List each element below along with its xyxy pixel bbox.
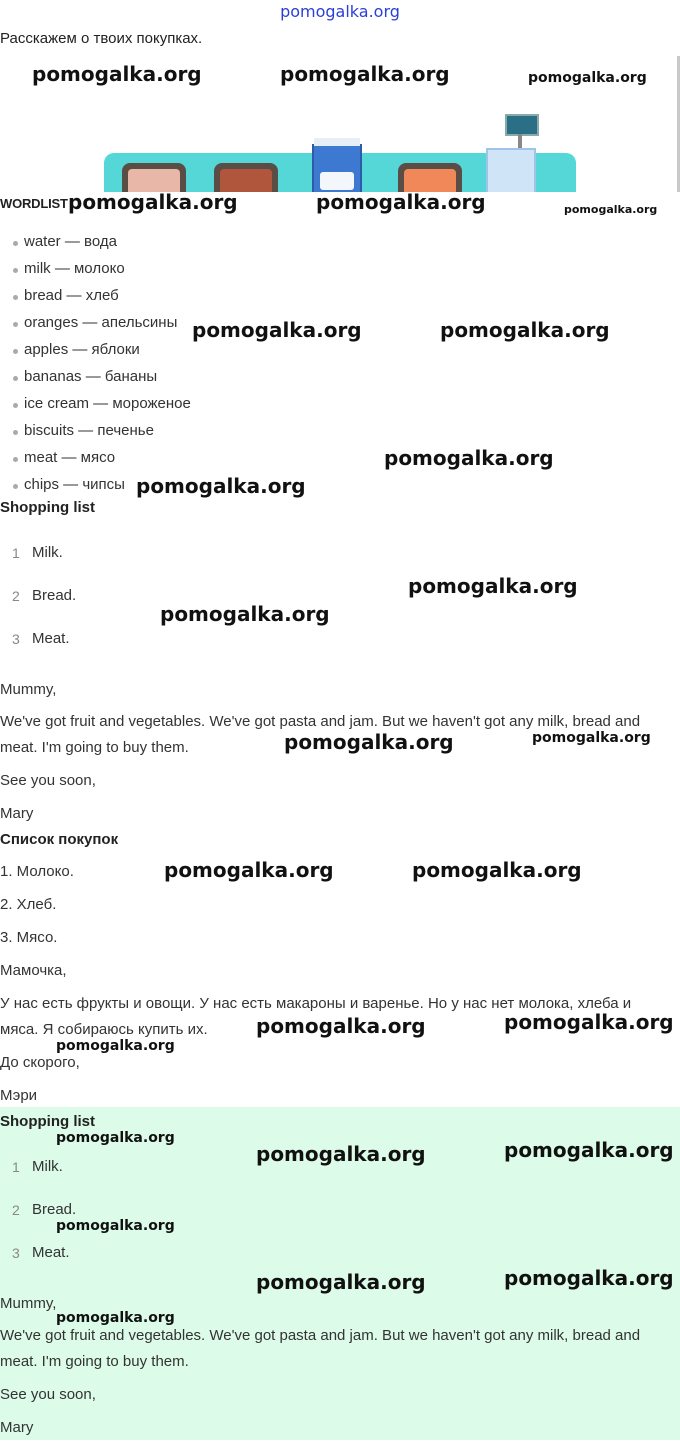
list-number: 1 [12,545,20,561]
letter-body: We've got fruit and vegetables. We've got pasta and jam. But we haven't got any milk, bread and meat. I'm going to buy them. [0,713,641,756]
letter-closing: See you soon, [0,1386,96,1403]
watermark: pomogalka.org [504,1010,674,1034]
translation-closing: До скорого, [0,1054,80,1071]
list-item [0,1157,76,1200]
list-text: Meat. [32,1244,70,1261]
list-text: Milk. [32,1158,63,1175]
watermark: pomogalka.org [160,602,330,626]
watermark: pomogalka.org [284,730,454,754]
list-number: 1 [12,1159,20,1175]
watermark: pomogalka.org [280,62,450,86]
wordlist-item: bread — хлеб [0,284,191,311]
shopping-list-title: Shopping list [0,1113,95,1130]
translation-signature: Мэри [0,1087,38,1104]
watermark: pomogalka.org [192,318,362,342]
watermark: pomogalka.org [532,730,651,746]
letter-greeting: Mummy, [0,1295,57,1312]
sausage-tray [214,163,278,192]
list-item [0,586,76,629]
watermark: pomogalka.org [528,70,647,86]
watermark: pomogalka.org [408,574,578,598]
watermark: pomogalka.org [504,1138,674,1162]
wordlist [0,230,191,500]
watermark: pomogalka.org [256,1142,426,1166]
list-text: Meat. [32,630,70,647]
translation-item: 2. Хлеб. [0,896,57,913]
wordlist-item: chips — чипсы [0,473,191,500]
wordlist-item: oranges — апельсины [0,311,191,338]
list-number: 3 [12,1245,20,1261]
letter-closing: See you soon, [0,772,96,789]
list-text: Bread. [32,1201,77,1218]
watermark: pomogalka.org [440,318,610,342]
wordlist-item: water — вода [0,230,191,257]
letter-greeting: Mummy, [0,681,57,698]
wordlist-item: bananas — бананы [0,365,191,392]
fish-tray [398,163,462,192]
milk-carton [312,144,362,192]
list-item [0,543,76,586]
wordlist-item: apples — яблоки [0,338,191,365]
translation-body: У нас есть фрукты и овощи. У нас есть макароны и варенье. Но у нас нет молока, хлеба и мяса. Я собираюсь купить их. [0,995,632,1038]
intro-text: Расскажем о твоих покупках. [0,30,203,47]
watermark: pomogalka.org [384,446,554,470]
watermark: pomogalka.org [504,1266,674,1290]
shopping-list-title: Shopping list [0,499,95,516]
scale-body [486,148,536,192]
watermark: pomogalka.org [316,190,486,214]
watermark: pomogalka.org [68,190,238,214]
watermark: pomogalka.org [164,858,334,882]
translation-item: 1. Молоко. [0,863,74,880]
watermark: pomogalka.org [56,1038,175,1054]
watermark: pomogalka.org [412,858,582,882]
wordlist-item: ice cream — мороженое [0,392,191,419]
list-item [0,1243,76,1286]
translation-greeting: Мамочка, [0,962,67,979]
watermark: pomogalka.org [256,1270,426,1294]
watermark: pomogalka.org [56,1218,175,1234]
list-text: Bread. [32,587,77,604]
scale-display [505,114,539,136]
watermark: pomogalka.org [136,474,306,498]
wordlist-item: meat — мясо [0,446,191,473]
wordlist-item: biscuits — печенье [0,419,191,446]
letter-body: We've got fruit and vegetables. We've got pasta and jam. But we haven't got any milk, bread and meat. I'm going to buy them. [0,1327,641,1370]
top-watermark: pomogalka.org [280,2,400,21]
watermark: pomogalka.org [32,62,202,86]
watermark: pomogalka.org [56,1130,175,1146]
bacon-tray [122,163,186,192]
wordlist-item: milk — молоко [0,257,191,284]
list-number: 3 [12,631,20,647]
list-item [0,629,76,672]
letter-signature: Mary [0,1419,34,1436]
watermark: pomogalka.org [564,203,658,216]
list-number: 2 [12,588,20,604]
watermark: pomogalka.org [56,1310,175,1326]
letter-signature: Mary [0,805,34,822]
wordlist-title: WORDLIST [0,196,68,211]
translation-title: Список покупок [0,831,119,848]
translation-item: 3. Мясо. [0,929,58,946]
watermark: pomogalka.org [256,1014,426,1038]
shopping-list [0,543,76,672]
list-text: Milk. [32,544,63,561]
list-number: 2 [12,1202,20,1218]
